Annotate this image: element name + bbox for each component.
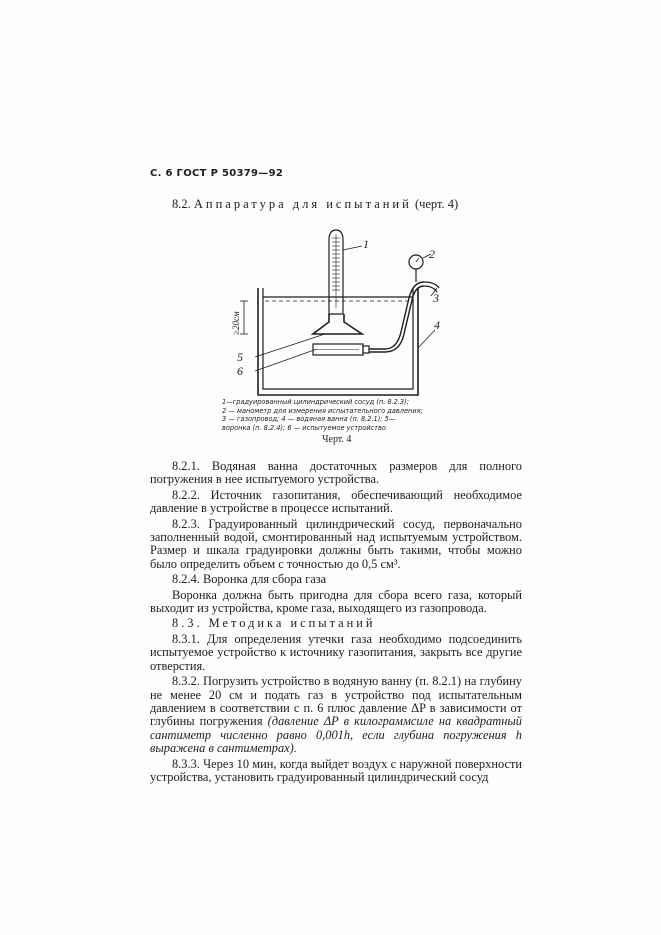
callout-5: 5 [237, 350, 243, 364]
figure-caption [222, 398, 454, 432]
callout-2: 2 [429, 247, 435, 261]
paragraph-8-2-2: 8.2.2. Источник газопитания, обеспечивающий необходимое давление в устройстве в процессе испытаний. [150, 487, 522, 516]
callout-3: 3 [433, 291, 439, 305]
paragraph-8-3-2 [150, 675, 522, 755]
funnel [313, 314, 362, 334]
section-suffix: (черт. 4) [414, 197, 459, 211]
caption-line: 1—градуированный цилиндрический сосуд (п. 8.2.3); [222, 398, 409, 406]
paragraph-8-2-4-title: 8.2.4. Воронка для сбора газа [172, 572, 327, 587]
paragraph-8-2-4-text: Воронка должна быть пригодна для сбора всего газа, который выходит из устройства, кроме газа, выходящего из газопровода. [150, 587, 522, 616]
paragraph-8-3-3: 8.3.3. Через 10 мин, когда выйдет воздух с наружной поверхности устройства, установить градуированный цилиндрический сосуд [150, 756, 522, 784]
paragraph-8-3-2-italic: (давление ΔP в килограммсиле на квадратный сантиметр численно равно 0,001h, если глубина погружения h выражена в сантиметрах). [150, 714, 522, 756]
apparatus-diagram [225, 222, 470, 397]
caption-line: 2 — манометр для измерения испытательного давления; [222, 406, 423, 415]
paragraph-8-2-3: 8.2.3. Градуированный цилиндрический сосуд, первоначально заполненный водой, смонтированный над испытуемым устройством. Размер и шкала градуировки должны быть такими, чтобы можно было определить объем с точностью до 0,5 см³. [150, 516, 522, 571]
running-head: С. 6 ГОСТ Р 50379—92 [150, 168, 284, 179]
section-title: Аппаратура для испытаний [193, 197, 412, 211]
gas-line [369, 282, 424, 349]
heading-8-3-text: 8.3. Методика испытаний [172, 616, 376, 631]
callout-1: 1 [363, 237, 369, 251]
bath-inner-wall [263, 288, 413, 389]
section-heading-8-2 [172, 197, 458, 212]
heading-8-3 [150, 617, 522, 630]
caption-line: воронка (п. 8.2.4); 6 — испытуемое устройство [222, 423, 386, 432]
callout-6: 6 [237, 364, 243, 378]
paragraph-8-2-1: 8.2.1. Водяная ванна достаточных размеров для полного погружения в нее испытуемого устройства. [150, 459, 522, 487]
paragraph-8-3-1: 8.3.1. Для определения утечки газа необходимо подсоединить испытуемое устройство к источнику газопитания, закрыть все другие отверстия. [150, 631, 522, 673]
callout-4: 4 [434, 318, 440, 332]
body-text [150, 460, 522, 786]
figure-label: Черт. 4 [322, 434, 352, 445]
section-number: 8.2. [172, 197, 191, 211]
bath-outer-wall [258, 288, 418, 395]
dimension-label: ≥20см [231, 311, 241, 335]
caption-line: 3 — газопровод; 4 — водяная ванна (п. 8.2.1); 5— [222, 415, 396, 424]
paragraph-8-3-2-text: 8.3.2. Погрузить устройство в водяную ванну (п. 8.2.1) на глубину не менее 20 см и подать газ в устройство под испытательным давлением в соответствии с п. 6 плюс давление ΔP в зависимости от глубины погружения [150, 674, 522, 729]
